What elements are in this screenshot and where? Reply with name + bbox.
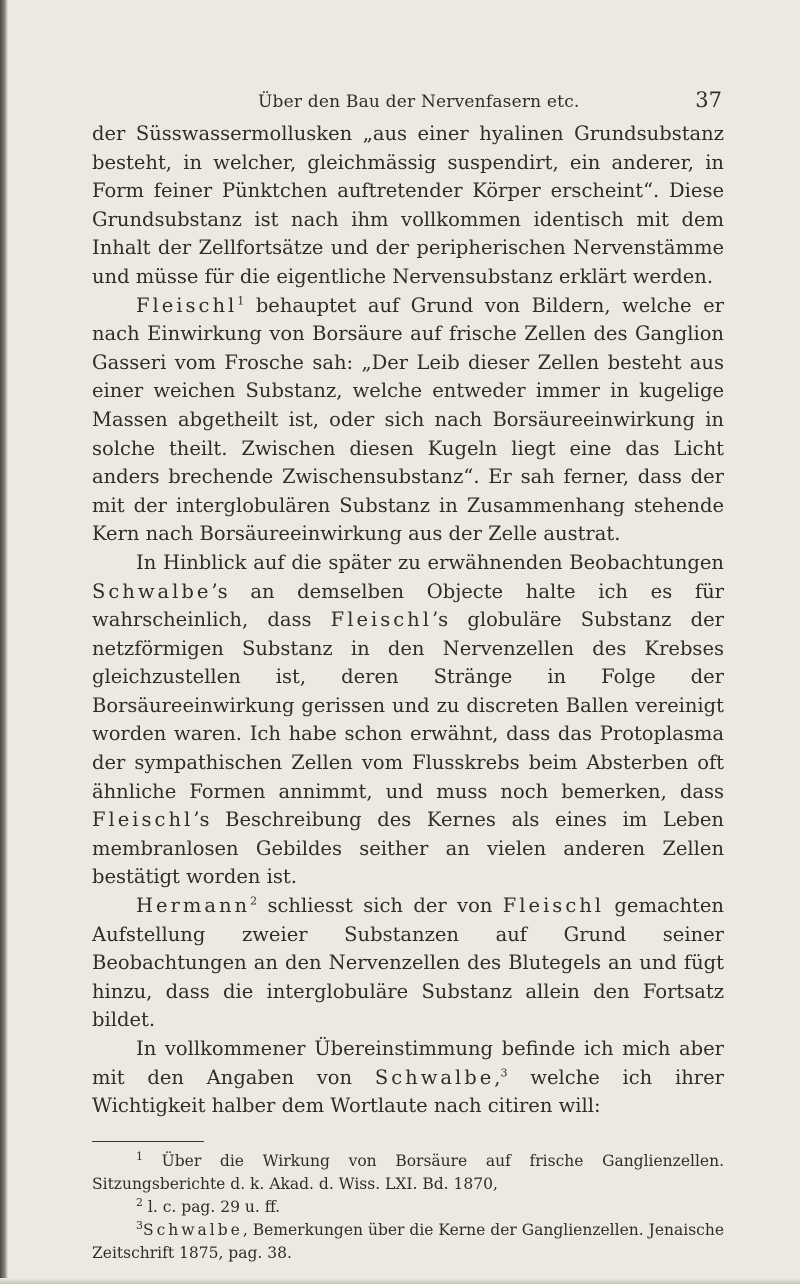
footnote-3 [92, 1219, 724, 1265]
paragraph-text: In vollkommener Übereinstimmung befinde ich mich aber mit den Angaben von [92, 1037, 724, 1089]
paragraph-5 [92, 1035, 724, 1121]
scan-left-edge [0, 0, 8, 1284]
running-title: Über den Bau der Nervenfasern etc. [258, 92, 580, 112]
footnote-mark: 3 [136, 1218, 143, 1232]
footnote-mark: 1 [136, 1149, 143, 1163]
author-name: Fleischl [330, 608, 432, 632]
author-name: Schwalbe [374, 1065, 495, 1089]
body-text [92, 120, 724, 1121]
paragraph-text: ’s Beschreibung des Kernes als eines im Leben membranlosen Gebildes seither an vielen anderen Zellen bestätigt worden ist. [92, 808, 724, 889]
paragraph-3 [92, 549, 724, 892]
footnote-ref: 1 [237, 294, 245, 308]
footnote-ref: 3 [500, 1066, 508, 1080]
author-name: Fleischl [136, 293, 238, 317]
paragraph-text: , [494, 1065, 501, 1089]
author-name: Fleischl [502, 894, 605, 918]
footnotes [92, 1150, 724, 1265]
paragraph-text: ’s an demselben Objecte halte ich es für wahrscheinlich, dass [92, 579, 724, 632]
footnote-ref: 2 [250, 894, 258, 908]
paragraph-text: ’s globuläre Substanz der netzförmigen Substanz in den Nervenzellen des Krebses gleichzustellen ist, deren Stränge in Folge der Borsäureeinwirkung gerissen und zu discreten Ballen vereinigt worden waren. Ich habe schon erwähnt, dass das Protoplasma der sympathischen Zellen vom Flusskrebs beim Absterben oft ähnliche Formen annimmt, und muss noch bemerken, dass [92, 608, 724, 803]
author-name: Fleischl [92, 808, 194, 832]
footnote-text: Über die Wirkung von Borsäure auf frische Ganglienzellen. Sitzungsberichte d. k. Akad. d. Wiss. LXI. Bd. 1870, [92, 1151, 724, 1193]
footnote-2 [92, 1196, 724, 1219]
paragraph-text: schliesst sich der von [257, 894, 503, 918]
paragraph-text: welche ich ihrer Wichtigkeit halber dem Wortlaute nach citiren will: [92, 1065, 724, 1118]
paragraph-2 [92, 292, 724, 549]
book-page [92, 86, 724, 1265]
paragraph-4 [92, 892, 724, 1035]
paragraph-1: der Süsswassermollusken „aus einer hyalinen Grundsubstanz besteht, in welcher, gleichmässig suspendirt, ein anderer, in Form feiner Pünktchen auftretender Körper erscheint“. Diese Grundsubstanz ist nach ihm vollkommen identisch mit dem Inhalt der Zellfortsätze und der peripherischen Nervenstämme und müsse für die eigentliche Nervensubstanz erklärt werden. [92, 122, 724, 288]
scan-bottom-edge [0, 1278, 800, 1284]
footnote-1 [92, 1150, 724, 1196]
page-number: 37 [695, 88, 722, 112]
footnote-divider [92, 1141, 204, 1142]
author-name: Hermann [136, 894, 251, 918]
paragraph-text: gemachten Aufstellung zweier Substanzen auf Grund seiner Beobachtungen an den Nervenzellen des Blutegels an und fügt hinzu, dass die interglobuläre Substanz allein den Fortsatz bildet. [92, 894, 724, 1032]
author-name: Schwalbe [143, 1220, 243, 1239]
paragraph-text: In Hinblick auf die später zu erwähnenden Beobachtungen [136, 550, 724, 574]
footnote-text: , Bemerkungen über die Kerne der Ganglienzellen. Jenaische Zeitschrift 1875, pag. 38. [92, 1220, 724, 1262]
author-name: Schwalbe [92, 579, 212, 603]
paragraph-text: behauptet auf Grund von Bildern, welche er nach Einwirkung von Borsäure auf frische Zellen des Ganglion Gasseri vom Frosche sah: „Der Leib dieser Zellen besteht aus einer weichen Substanz, welche entweder immer in kugelige Massen abgetheilt ist, oder sich nach Borsäureeinwirkung in solche theilt. Zwischen diesen Kugeln liegt eine das Licht anders brechende Zwischensubstanz“. Er sah ferner, dass der mit der interglobulären Substanz in Zusammenhang stehende Kern nach Borsäureeinwirkung aus der Zelle austrat. [92, 293, 724, 546]
footnote-mark: 2 [136, 1195, 143, 1209]
footnote-text: l. c. pag. 29 u. ff. [143, 1197, 281, 1216]
page-header [92, 86, 724, 120]
